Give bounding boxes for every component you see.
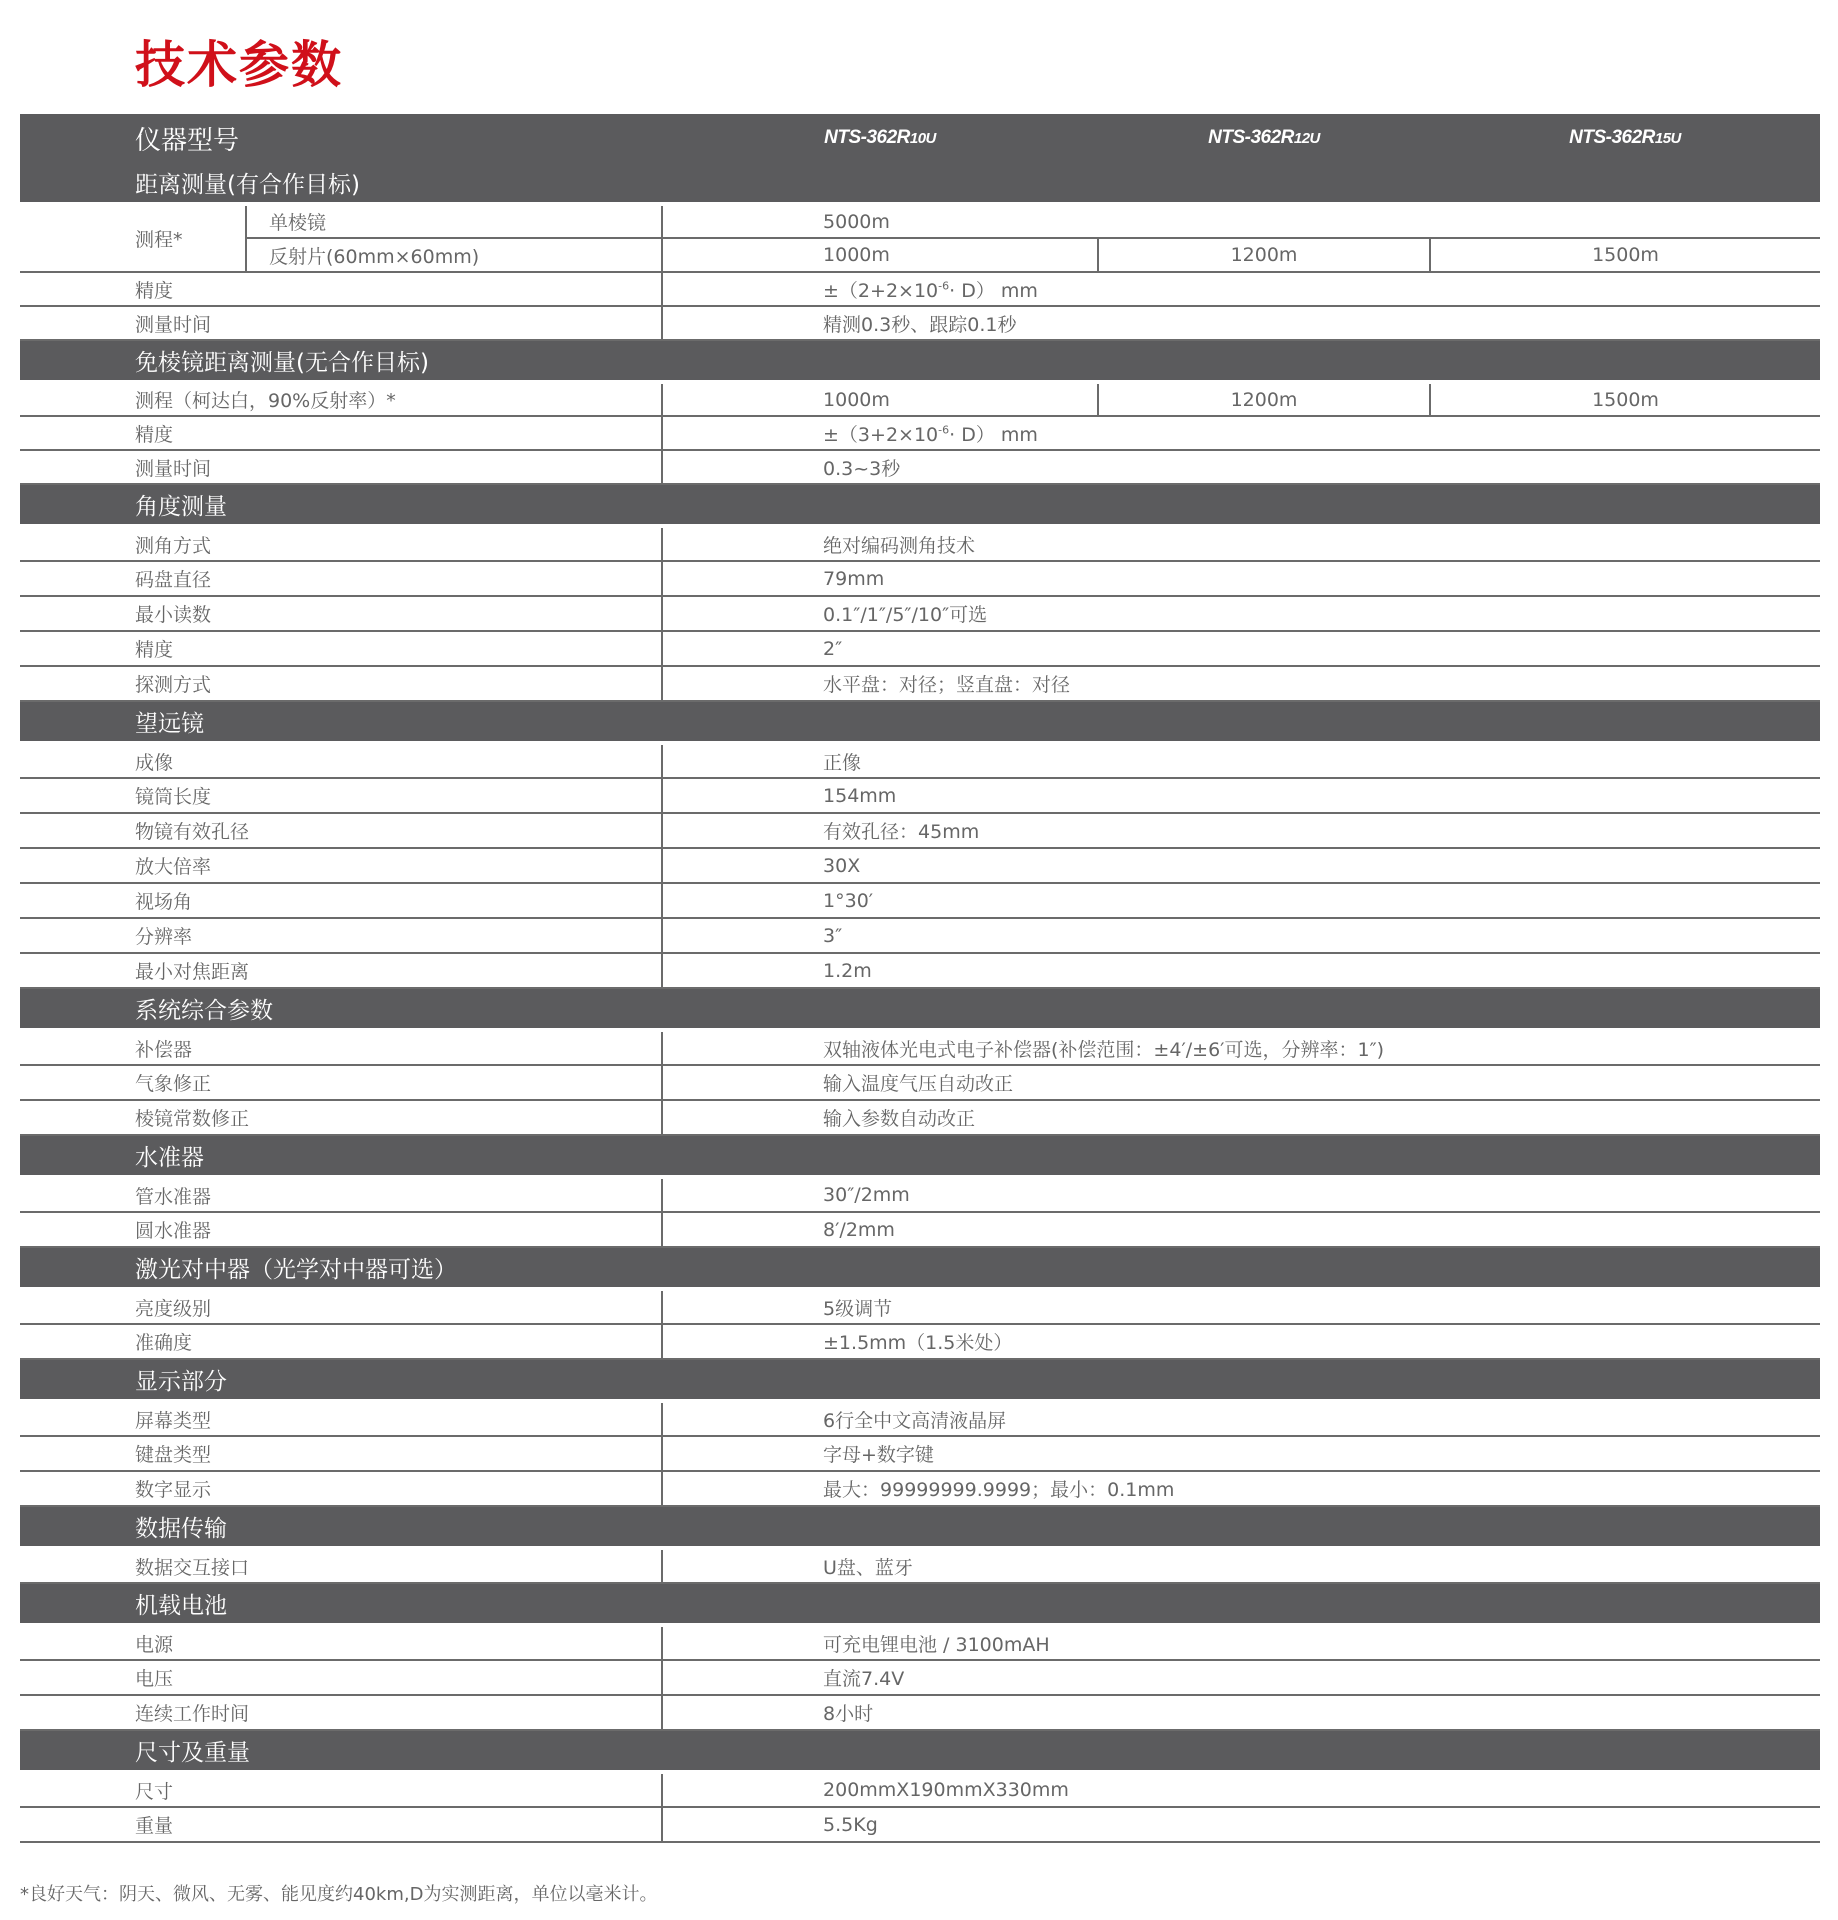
- row-value: 2″: [662, 631, 1820, 666]
- section-title: 显示部分: [20, 1359, 1820, 1401]
- row-label: 测角方式: [20, 526, 662, 561]
- table-row: [20, 1324, 1820, 1359]
- row-label: 亮度级别: [20, 1289, 662, 1324]
- row-value: $\pm(2+2\times 10^{-6}\cdot D)$ mm: [662, 272, 1820, 306]
- row-value: $\pm(3+2\times 10^{-6}\cdot D)$ mm: [662, 416, 1820, 450]
- row-value: 输入参数自动改正: [662, 1100, 1820, 1135]
- section-title: 免棱镜距离测量(无合作目标): [20, 340, 1820, 382]
- table-row: [20, 1471, 1820, 1506]
- table-row: [20, 1212, 1820, 1247]
- section-title: 距离测量(有合作目标): [20, 162, 1820, 204]
- section-title: 激光对中器（光学对中器可选）: [20, 1247, 1820, 1289]
- row-value: 5级调节: [662, 1289, 1820, 1324]
- row-label: 气象修正: [20, 1065, 662, 1100]
- row-value: 精测0.3秒、跟踪0.1秒: [662, 306, 1820, 340]
- spec-table: [20, 114, 1820, 1843]
- section-header: [20, 1506, 1820, 1548]
- section-title: 水准器: [20, 1135, 1820, 1177]
- row-value: ±1.5mm（1.5米处）: [662, 1324, 1820, 1359]
- table-row: [20, 1065, 1820, 1100]
- row-value: 8小时: [662, 1695, 1820, 1730]
- row-label: 连续工作时间: [20, 1695, 662, 1730]
- row-label: 键盘类型: [20, 1436, 662, 1471]
- row-label: 最小对焦距离: [20, 953, 662, 988]
- row-value: 直流7.4V: [662, 1660, 1820, 1695]
- row-label: 尺寸: [20, 1772, 662, 1807]
- section-title: 数据传输: [20, 1506, 1820, 1548]
- sheet-label: 反射片(60mm×60mm): [246, 238, 662, 272]
- row-label: 物镜有效孔径: [20, 813, 662, 848]
- row-value: 水平盘：对径；竖直盘：对径: [662, 666, 1820, 701]
- row-value: 8′/2mm: [662, 1212, 1820, 1247]
- model-name-3: NTS-362R15U: [1430, 114, 1820, 162]
- table-row: [20, 1289, 1820, 1324]
- row-value: 输入温度气压自动改正: [662, 1065, 1820, 1100]
- row-value: 字母+数字键: [662, 1436, 1820, 1471]
- section-header: [20, 988, 1820, 1030]
- section-header: [20, 162, 1820, 204]
- row-label: 准确度: [20, 1324, 662, 1359]
- prism-label: 单棱镜: [246, 204, 662, 238]
- row-label: 重量: [20, 1807, 662, 1842]
- sheet-value-3: 1500m: [1430, 238, 1820, 272]
- table-row: [20, 1660, 1820, 1695]
- row-value: 双轴液体光电式电子补偿器(补偿范围：±4′/±6′可选，分辨率：1″): [662, 1030, 1820, 1065]
- row-label: 成像: [20, 743, 662, 778]
- table-row: [20, 450, 1820, 484]
- sheet-value-1: 1000m: [662, 238, 1098, 272]
- section-title: 机载电池: [20, 1583, 1820, 1625]
- table-row: [20, 1772, 1820, 1807]
- row-label: 数字显示: [20, 1471, 662, 1506]
- table-row: [20, 526, 1820, 561]
- table-row: [20, 1625, 1820, 1660]
- table-row: [20, 1436, 1820, 1471]
- model-label: 仪器型号: [20, 114, 662, 162]
- row-label: 数据交互接口: [20, 1548, 662, 1583]
- table-row: [20, 631, 1820, 666]
- model-name-1: NTS-362R10U: [662, 114, 1098, 162]
- row-label: 镜筒长度: [20, 778, 662, 813]
- model-name-2: NTS-362R12U: [1098, 114, 1430, 162]
- prism-value: 5000m: [662, 204, 1820, 238]
- row-value: 绝对编码测角技术: [662, 526, 1820, 561]
- section-header: [20, 340, 1820, 382]
- row-value: 正像: [662, 743, 1820, 778]
- table-row: [20, 238, 1820, 272]
- table-row: [20, 596, 1820, 631]
- range-value-2: 1200m: [1098, 382, 1430, 416]
- table-row: [20, 1401, 1820, 1436]
- table-row: [20, 918, 1820, 953]
- section-title: 望远镜: [20, 701, 1820, 743]
- section-header: [20, 484, 1820, 526]
- row-label: 圆水准器: [20, 1212, 662, 1247]
- footnote: *良好天气：阴天、微风、无雾、能见度约40km,D为实测距离，单位以毫米计。: [20, 1884, 658, 1905]
- table-row: [20, 743, 1820, 778]
- row-value: 1°30′: [662, 883, 1820, 918]
- table-row: [20, 813, 1820, 848]
- row-value: 1.2m: [662, 953, 1820, 988]
- range-label: 测程*: [20, 204, 246, 272]
- row-value: 3″: [662, 918, 1820, 953]
- range-value-1: 1000m: [662, 382, 1098, 416]
- table-row: [20, 1695, 1820, 1730]
- range-value-3: 1500m: [1430, 382, 1820, 416]
- section-header: [20, 1730, 1820, 1772]
- table-row: [20, 561, 1820, 596]
- table-row: [20, 306, 1820, 340]
- section-title: 尺寸及重量: [20, 1730, 1820, 1772]
- row-label: 精度: [20, 416, 662, 450]
- row-value: 200mmX190mmX330mm: [662, 1772, 1820, 1807]
- table-row: [20, 883, 1820, 918]
- table-row: [20, 1030, 1820, 1065]
- table-row: [20, 416, 1820, 450]
- row-label: 视场角: [20, 883, 662, 918]
- section-header: [20, 1135, 1820, 1177]
- section-title: 系统综合参数: [20, 988, 1820, 1030]
- row-value: 5.5Kg: [662, 1807, 1820, 1842]
- row-label: 测程（柯达白，90%反射率）*: [20, 382, 662, 416]
- row-value: 154mm: [662, 778, 1820, 813]
- row-label: 棱镜常数修正: [20, 1100, 662, 1135]
- row-value: U盘、蓝牙: [662, 1548, 1820, 1583]
- table-row: [20, 272, 1820, 306]
- row-value: 0.3~3秒: [662, 450, 1820, 484]
- row-label: 码盘直径: [20, 561, 662, 596]
- row-label: 补偿器: [20, 1030, 662, 1065]
- table-row: [20, 1100, 1820, 1135]
- row-label: 管水准器: [20, 1177, 662, 1212]
- row-label: 精度: [20, 631, 662, 666]
- table-row: [20, 848, 1820, 883]
- row-value: 79mm: [662, 561, 1820, 596]
- row-label: 电源: [20, 1625, 662, 1660]
- section-header: [20, 1583, 1820, 1625]
- section-header: [20, 1359, 1820, 1401]
- table-row: [20, 382, 1820, 416]
- row-label: 放大倍率: [20, 848, 662, 883]
- sheet-value-2: 1200m: [1098, 238, 1430, 272]
- table-row: [20, 204, 1820, 238]
- row-value: 0.1″/1″/5″/10″可选: [662, 596, 1820, 631]
- row-value: 最大：99999999.9999；最小：0.1mm: [662, 1471, 1820, 1506]
- row-label: 测量时间: [20, 306, 662, 340]
- row-label: 精度: [20, 272, 662, 306]
- row-label: 测量时间: [20, 450, 662, 484]
- section-header: [20, 1247, 1820, 1289]
- section-header: [20, 701, 1820, 743]
- model-header-row: [20, 114, 1820, 162]
- section-title: 角度测量: [20, 484, 1820, 526]
- table-row: [20, 953, 1820, 988]
- row-label: 最小读数: [20, 596, 662, 631]
- table-row: [20, 1177, 1820, 1212]
- table-row: [20, 1807, 1820, 1842]
- row-label: 分辨率: [20, 918, 662, 953]
- row-value: 30″/2mm: [662, 1177, 1820, 1212]
- page-title: 技术参数: [135, 36, 343, 94]
- row-value: 可充电锂电池 / 3100mAH: [662, 1625, 1820, 1660]
- row-label: 屏幕类型: [20, 1401, 662, 1436]
- row-label: 探测方式: [20, 666, 662, 701]
- table-row: [20, 778, 1820, 813]
- row-label: 电压: [20, 1660, 662, 1695]
- table-row: [20, 666, 1820, 701]
- row-value: 有效孔径：45mm: [662, 813, 1820, 848]
- row-value: 6行全中文高清液晶屏: [662, 1401, 1820, 1436]
- row-value: 30X: [662, 848, 1820, 883]
- table-row: [20, 1548, 1820, 1583]
